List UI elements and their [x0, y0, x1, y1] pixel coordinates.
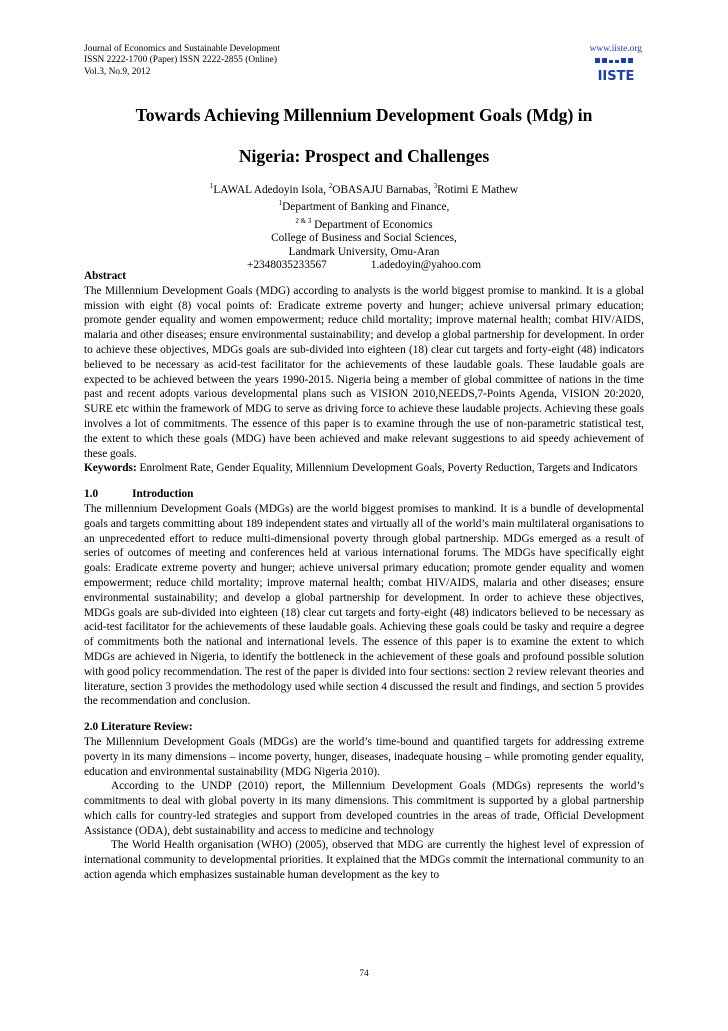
- section-2-paragraph-1: The Millennium Development Goals (MDGs) are the world’s time-bound and quantified targets for addressing extreme poverty in its many dimensions – income poverty, hunger, diseases, inadequate housing – while promoting gender equality, education and environmental sustainability (MDG Nigeria 2010).: [84, 735, 644, 778]
- section-2-heading: 2.0 Literature Review:: [84, 721, 193, 734]
- section-1-title: Introduction: [132, 488, 194, 501]
- journal-name: Journal of Economics and Sustainable Development: [84, 44, 281, 54]
- abstract-text: The Millennium Development Goals (MDG) according to analysts is the world biggest promise to mankind. It is a global mission with eight (8) vocal points of: Eradicate extreme poverty and hunger; achieve universal primary education; promote gender equality and women empowerment; reduce child mortality; improve maternal health; combat HIV/AIDS, malaria and other diseases; ensure environmental sustainability; and develop a global partnership for development. In order to achieve these objectives, MDGs goals are sub-divided into eighteen (18) clear cut targets and forty-eight (48) indicators believed to be necessary as acid-test facilitator for the achievements of these laudable goals. These laudable goals are expected to be achieved between the years 1990-2015. Nigeria being a member of global committee of nations in the time past and recent adopts various developmental plans such as VISION 2010,NEEDS,7-Points Agenda, VISION 20:2020, SURE etc within the framework of MDG to serve as driving force to achieve these laudable projects. Achieving these goals involves a lot of commitments. The essence of this paper is to examine through the use of non-parametric statistical test, the extent to which these goals (MDG) have been achieved and make relevant suggestions to aid speedy achievement of these goals.: [84, 284, 644, 460]
- journal-header: [84, 44, 280, 78]
- iiste-logo-icon: [593, 56, 639, 84]
- section-1-heading: [84, 487, 644, 502]
- title-line-1: Towards Achieving Millennium Development Goals (Mdg) in: [135, 105, 593, 125]
- affiliation-marker: 1: [209, 182, 214, 190]
- affiliation-2-text: Department of Economics: [311, 218, 433, 231]
- journal-issn: ISSN 2222-1700 (Paper) ISSN 2222-2855 (Online): [84, 55, 277, 66]
- section-1-text: The millennium Development Goals (MDGs) are the world biggest promises to mankind. It is a bundle of developmental goals and targets committing about 189 independent states and virtually all of the world’s main multilateral organisations to an unprecedented effort to reduce multi-dimensional poverty through global partnership. MDGs emerged as a result of series of outcomes of meeting and conferences held at various international forums. The MDGs have specifically eight goals: Eradicate extreme poverty and hunger; achieve universal primary education; promote gender equality and women empowerment; reduce child mortality; improve maternal health; combat HIV/AIDS, malaria and other diseases; ensure environmental sustainability; and develop a global partnership for development. In order to achieve these objectives, MDGs goals are sub-divided into eighteen (18) clear cut targets and forty-eight (48) indicators believed to be necessary as acid-test facilitator for the achievements of these laudable goals. Achieving these goals could be tasky and require a degree of commitments both the national and international levels. The essence of this paper is to examine the extent to which MDGs are achieved in Nigeria, to identify the bottleneck in the achievement of these goals and profound possible solution with good policy recommendation. The rest of the paper is divided into four sections: section 2 review relevant theories and literature, section 3 provides the methodology used while section 4 discussed the result and findings, and section 5 provides the recommendation and conclusion.: [84, 502, 644, 708]
- paper-title: [84, 95, 644, 177]
- author-block: [84, 180, 644, 273]
- paper-body: [84, 269, 644, 883]
- title-line-2: Nigeria: Prospect and Challenges: [238, 146, 490, 166]
- logo-text: IISTE: [597, 69, 635, 84]
- page-number: 74: [359, 969, 369, 979]
- college: College of Business and Social Sciences,: [271, 232, 457, 245]
- section-2-paragraph-3: The World Health organisation (WHO) (2005), observed that MDG are currently the highest level of expression of international community to developmental priorities. It explained that the MDGs commit the international community to an action agenda which emphasizes sustainable human development as the key to: [84, 839, 644, 882]
- phone-number: +2348035233567: [247, 259, 327, 272]
- affiliation-1: [84, 197, 644, 214]
- affiliation-marker: 3: [433, 182, 438, 190]
- affiliation-marker: 1: [278, 199, 283, 208]
- university: Landmark University, Omu-Aran: [288, 245, 440, 258]
- affiliation-2: [84, 215, 644, 232]
- author-names: [84, 180, 644, 197]
- email-address[interactable]: 1.adedoyin@yahoo.com: [370, 259, 481, 272]
- abstract-heading: Abstract: [84, 270, 127, 282]
- keywords-text: Enrolment Rate, Gender Equality, Millennium Development Goals, Poverty Reduction, Targets and Indicators: [136, 462, 638, 475]
- keywords: [84, 461, 644, 476]
- journal-url[interactable]: www.iiste.org: [589, 44, 642, 54]
- section-1-number: 1.0: [84, 488, 99, 501]
- journal-volume: Vol.3, No.9, 2012: [84, 66, 151, 77]
- keywords-label: Keywords:: [84, 462, 137, 475]
- author-2: OBASAJU Barnabas,: [332, 183, 434, 196]
- section-2-paragraph-2: According to the UNDP (2010) report, the Millennium Development Goals (MDGs) represents the world’s commitments to deal with global poverty in its many dimensions. This commitment is supported by a global partnership which calls for country-led strategies and support from developed countries in the areas of trade, Official Development Assistance (ODA), debt sustainability and access to medicine and technology: [84, 780, 644, 837]
- affiliation-marker: 2: [328, 182, 333, 190]
- affiliation-marker: 2 & 3: [295, 216, 312, 225]
- author-1: LAWAL Adedoyin Isola,: [213, 183, 329, 196]
- affiliation-1-text: Department of Banking and Finance,: [282, 201, 450, 214]
- author-3: Rotimi E Mathew: [437, 183, 519, 196]
